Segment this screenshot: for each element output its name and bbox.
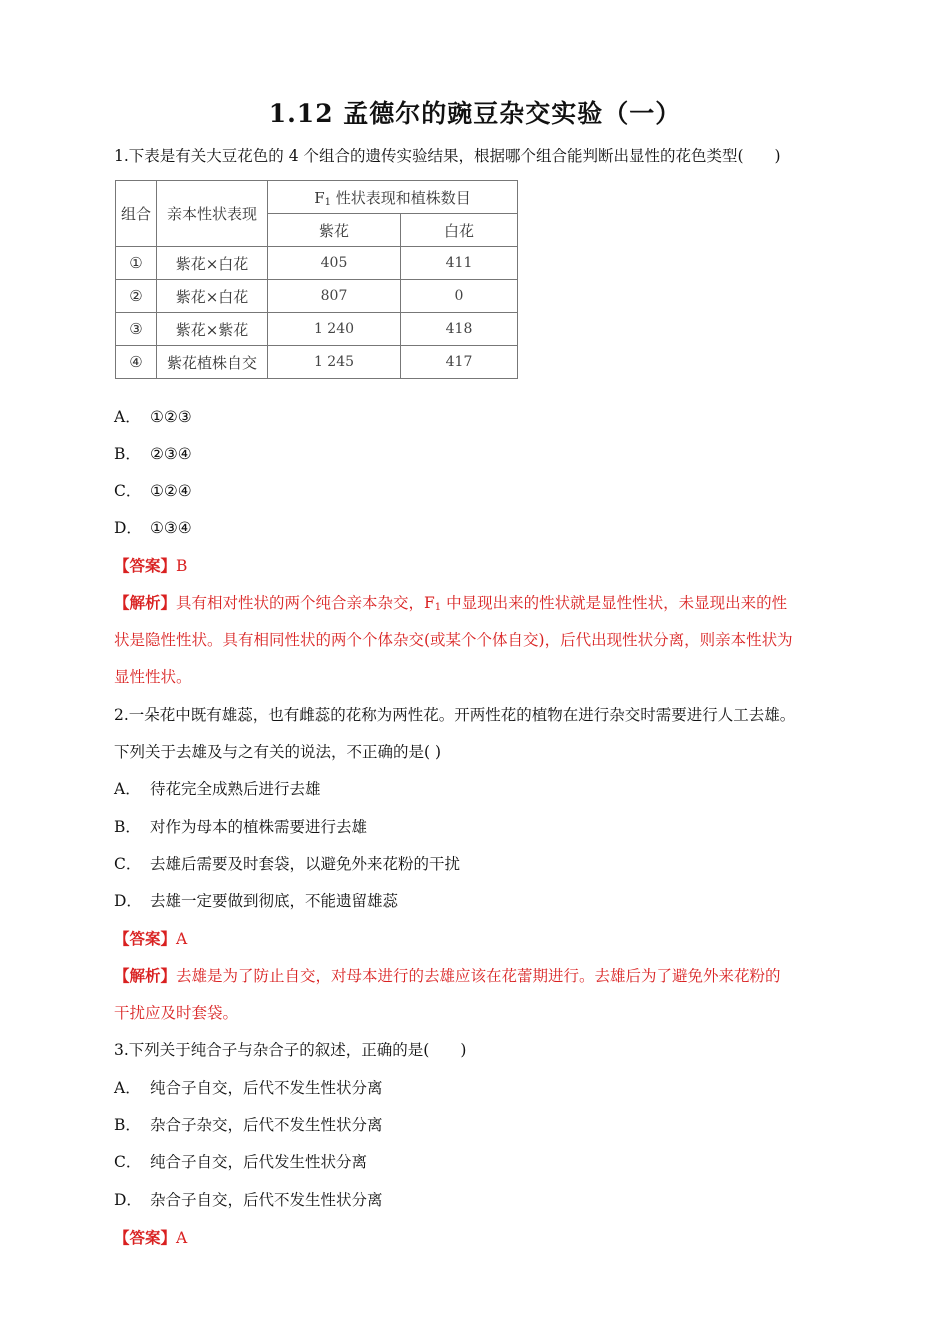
th-group: 组合 [116,181,157,247]
q2-option-c: C． 去雄后需要及时套袋，以避免外来花粉的干扰 [114,855,461,873]
th-purple: 紫花 [268,214,401,247]
table-row [116,280,518,313]
q1-answer: 【答案】B [114,556,188,575]
q1-analysis-line2: 状是隐性性状。具有相同性状的两个个体杂交(或某个个体自交)，后代出现性状分离，则亲本性状为 [114,631,793,649]
q3-option-d: D． 杂合子自交，后代不发生性状分离 [114,1191,383,1209]
th-f1: $F_1$ 性状表现和植株数目 [268,181,518,214]
table-row [116,346,518,379]
q2-analysis-line1: 【解析】去雄是为了防止自交，对母本进行的去雄应该在花蕾期进行。去雄后为了避免外来花粉的 [114,966,781,985]
cell-purple: 1 245 [268,346,401,379]
q1-analysis-line1: 【解析】具有相对性状的两个纯合亲本杂交，$F_1$ 中显现出来的性状就是显性性状，未显现出来的性 [114,593,788,613]
cell-white: 417 [401,346,518,379]
q2-option-a: A． 待花完全成熟后进行去雄 [114,780,321,798]
q2-option-d: D． 去雄一定要做到彻底，不能遗留雄蕊 [114,892,399,910]
q3-stem: 3.下列关于纯合子与杂合子的叙述，正确的是( ) [114,1041,467,1059]
cell-group-id: ① [116,247,157,280]
q1-option-a: A． ①②③ [114,408,192,426]
cell-purple: 807 [268,280,401,313]
q2-answer: 【答案】A [114,929,188,948]
cell-parent: 紫花×紫花 [157,313,268,346]
q3-answer: 【答案】A [114,1228,188,1247]
cell-group-id: ② [116,280,157,313]
q3-option-c: C． 纯合子自交，后代发生性状分离 [114,1153,368,1171]
cell-parent: 紫花×白花 [157,247,268,280]
q3-option-b: B． 杂合子杂交，后代不发生性状分离 [114,1116,383,1134]
cell-group-id: ④ [116,346,157,379]
table-row [116,247,518,280]
th-parent: 亲本性状表现 [157,181,268,247]
q1-option-c: C． ①②④ [114,482,192,500]
table-row [116,313,518,346]
cell-purple: 1 240 [268,313,401,346]
q1-stem: 1.下表是有关大豆花色的 4 个组合的遗传实验结果，根据哪个组合能判断出显性的花色类型( ) [114,147,781,165]
cell-white: 0 [401,280,518,313]
q2-option-b: B． 对作为母本的植株需要进行去雄 [114,818,368,836]
q2-stem-line2: 下列关于去雄及与之有关的说法，不正确的是( ) [114,743,442,761]
page-title: 1.12 孟德尔的豌豆杂交实验（一） [268,99,682,128]
cell-purple: 405 [268,247,401,280]
q2-analysis-line2: 干扰应及时套袋。 [114,1004,239,1022]
cell-group-id: ③ [116,313,157,346]
q1-option-d: D． ①③④ [114,519,192,537]
q1-table [115,180,518,379]
q1-analysis-line3: 显性性状。 [114,668,192,686]
cell-parent: 紫花植株自交 [157,346,268,379]
q1-option-b: B． ②③④ [114,445,192,463]
cell-parent: 紫花×白花 [157,280,268,313]
q2-stem-line1: 2.一朵花中既有雄蕊，也有雌蕊的花称为两性花。开两性花的植物在进行杂交时需要进行人工去雄。 [114,706,796,724]
q3-option-a: A． 纯合子自交，后代不发生性状分离 [114,1079,383,1097]
cell-white: 418 [401,313,518,346]
cell-white: 411 [401,247,518,280]
th-white: 白花 [401,214,518,247]
